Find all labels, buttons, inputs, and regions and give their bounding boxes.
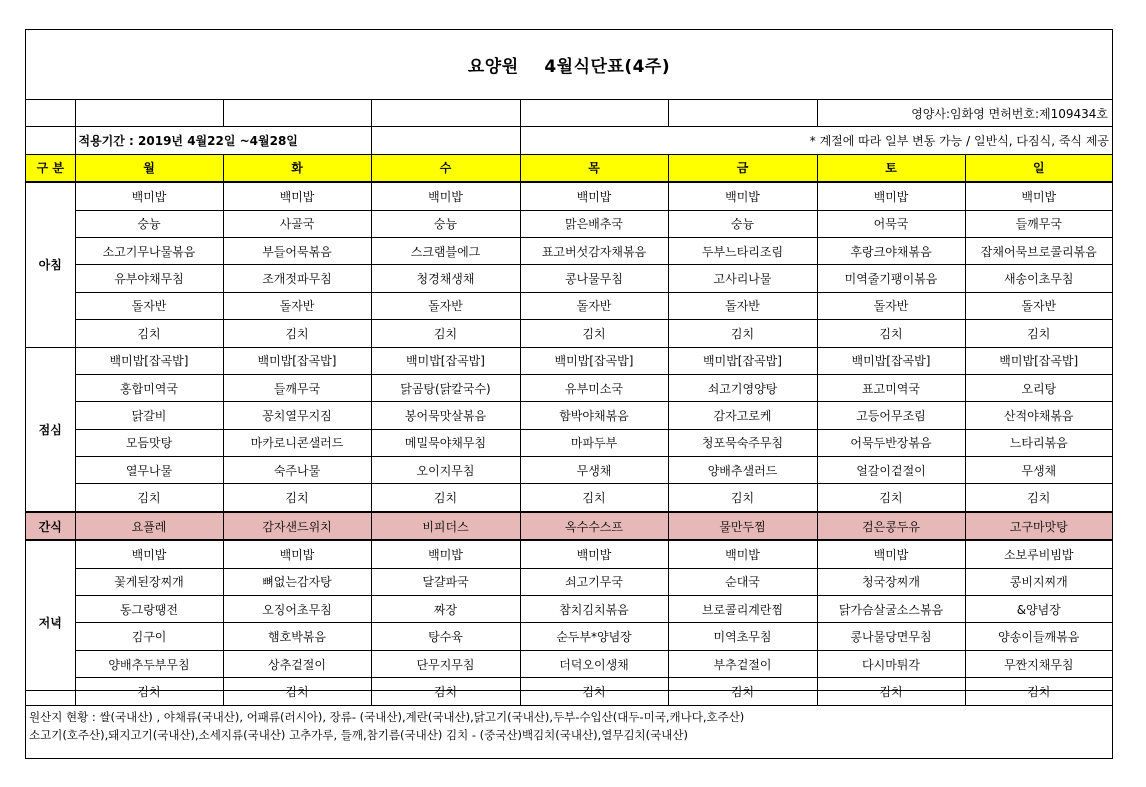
menu-cell: 김치	[668, 320, 817, 347]
menu-cell: 숙주나물	[223, 457, 371, 484]
dinner-row	[26, 540, 1112, 568]
title-row	[26, 30, 1112, 100]
menu-table	[26, 100, 1112, 706]
menu-cell: 백미밥	[965, 182, 1112, 210]
menu-cell: 돌자반	[817, 292, 965, 319]
lunch-row	[26, 429, 1112, 456]
menu-cell: 김구이	[75, 623, 223, 650]
menu-cell: 백미밥[잡곡밥]	[965, 347, 1112, 374]
breakfast-row	[26, 320, 1112, 347]
menu-cell: 백미밥	[75, 540, 223, 568]
snack-cell: 감자샌드위치	[223, 512, 371, 540]
menu-cell: 느타리볶음	[965, 429, 1112, 456]
lunch-row	[26, 347, 1112, 374]
menu-cell: 김치	[668, 484, 817, 512]
menu-cell: 숭늉	[668, 210, 817, 237]
notice-text: * 계절에 따라 일부 변동 가능 / 일반식, 다짐식, 죽식 제공	[520, 127, 1112, 154]
menu-cell: 백미밥[잡곡밥]	[75, 347, 223, 374]
menu-cell: 김치	[817, 484, 965, 512]
menu-cell: 백미밥	[75, 182, 223, 210]
menu-cell: 순두부*양념장	[520, 623, 668, 650]
menu-cell: 쇠고기영양탕	[668, 374, 817, 401]
nutritionist-info: 영양사:임화영 면허번호:제109434호	[817, 100, 1112, 127]
menu-cell: 새송이초무침	[965, 265, 1112, 292]
menu-cell: 김치	[223, 484, 371, 512]
menu-cell: 돌자반	[965, 292, 1112, 319]
menu-cell: 표고버섯감자채볶음	[520, 237, 668, 264]
menu-cell: 홍합미역국	[75, 374, 223, 401]
period-row	[26, 127, 1112, 154]
menu-cell: 청국장찌개	[817, 568, 965, 595]
dinner-label: 저녁	[26, 540, 75, 705]
menu-cell: 김치	[75, 320, 223, 347]
menu-cell: 상추겉절이	[223, 650, 371, 677]
menu-cell: 돌자반	[520, 292, 668, 319]
menu-cell: 김치	[668, 678, 817, 705]
menu-cell: 표고미역국	[817, 374, 965, 401]
menu-cell: 브로콜리계란찜	[668, 596, 817, 623]
menu-cell: 단무지무침	[371, 650, 520, 677]
menu-cell: 김치	[371, 484, 520, 512]
lunch-row	[26, 457, 1112, 484]
menu-cell: 닭곰탕(닭칼국수)	[371, 374, 520, 401]
menu-cell: 오이지무침	[371, 457, 520, 484]
origin-line-2: 소고기(호주산),돼지고기(국내산),소세지류(국내산) 고추가루, 들깨,참기름(국내산) 김치 - (중국산)백김치(국내산),열무김치(국내산)	[29, 728, 688, 742]
menu-cell: 백미밥[잡곡밥]	[371, 347, 520, 374]
menu-cell: 김치	[371, 678, 520, 705]
menu-cell: 함박야채볶음	[520, 402, 668, 429]
menu-cell: 돌자반	[668, 292, 817, 319]
menu-cell: 백미밥[잡곡밥]	[817, 347, 965, 374]
menu-cell: 청포묵숙주무침	[668, 429, 817, 456]
menu-cell: 김치	[75, 678, 223, 705]
menu-cell: 부추겉절이	[668, 650, 817, 677]
menu-cell: 동그랑땡전	[75, 596, 223, 623]
day-header-sun: 일	[965, 154, 1112, 182]
menu-cell: 쇠고기무국	[520, 568, 668, 595]
menu-cell: 김치	[223, 678, 371, 705]
menu-cell: 백미밥	[520, 540, 668, 568]
menu-cell: &양념장	[965, 596, 1112, 623]
menu-cell: 김치	[223, 320, 371, 347]
menu-cell: 뼈없는감자탕	[223, 568, 371, 595]
menu-cell: 백미밥	[668, 540, 817, 568]
menu-cell: 얼갈이겉절이	[817, 457, 965, 484]
menu-cell: 백미밥	[371, 540, 520, 568]
dinner-row	[26, 650, 1112, 677]
menu-cell: 청경채생채	[371, 265, 520, 292]
page-title: 요양원 4월식단표(4주)	[467, 57, 671, 77]
menu-cell: 백미밥	[817, 540, 965, 568]
menu-cell: 참치김치볶음	[520, 596, 668, 623]
menu-cell: 백미밥	[520, 182, 668, 210]
menu-cell: 백미밥	[223, 540, 371, 568]
menu-cell: 고등어무조림	[817, 402, 965, 429]
menu-cell: 산적야채볶음	[965, 402, 1112, 429]
menu-cell: 백미밥	[223, 182, 371, 210]
menu-cell: 닭갈비	[75, 402, 223, 429]
day-header-fri: 금	[668, 154, 817, 182]
menu-cell: 햄호박볶음	[223, 623, 371, 650]
menu-cell: 탕수육	[371, 623, 520, 650]
breakfast-row	[26, 210, 1112, 237]
menu-cell: 양배추두부무침	[75, 650, 223, 677]
breakfast-row	[26, 182, 1112, 210]
menu-cell: 백미밥	[371, 182, 520, 210]
menu-cell: 고사리나물	[668, 265, 817, 292]
menu-cell: 돌자반	[371, 292, 520, 319]
menu-cell: 무짠지채무침	[965, 650, 1112, 677]
menu-cell: 백미밥[잡곡밥]	[520, 347, 668, 374]
lunch-label: 점심	[26, 347, 75, 512]
lunch-row	[26, 484, 1112, 512]
breakfast-row	[26, 237, 1112, 264]
menu-cell: 무생채	[520, 457, 668, 484]
menu-cell: 짜장	[371, 596, 520, 623]
menu-cell: 양배추샐러드	[668, 457, 817, 484]
menu-cell: 마파두부	[520, 429, 668, 456]
origin-info	[26, 690, 1112, 758]
snack-cell: 고구마맛탕	[965, 512, 1112, 540]
day-header-thu: 목	[520, 154, 668, 182]
menu-cell: 양송이들깨볶음	[965, 623, 1112, 650]
menu-cell: 꽃게된장찌개	[75, 568, 223, 595]
period-label: 적용기간 : 2019년 4월22일 ~4월28일	[75, 127, 371, 154]
menu-cell: 김치	[520, 678, 668, 705]
menu-cell: 오징어초무침	[223, 596, 371, 623]
menu-cell: 김치	[75, 484, 223, 512]
menu-cell: 김치	[965, 320, 1112, 347]
menu-cell: 돌자반	[223, 292, 371, 319]
snack-cell: 검은콩두유	[817, 512, 965, 540]
menu-cell: 잡채어묵브로콜리볶음	[965, 237, 1112, 264]
day-header-wed: 수	[371, 154, 520, 182]
menu-cell: 봉어묵맛살볶음	[371, 402, 520, 429]
meal-plan-sheet	[25, 29, 1113, 759]
snack-row	[26, 512, 1112, 540]
menu-cell: 김치	[520, 484, 668, 512]
day-header-tue: 화	[223, 154, 371, 182]
menu-cell: 마카로니콘샐러드	[223, 429, 371, 456]
menu-cell: 사골국	[223, 210, 371, 237]
day-header-mon: 월	[75, 154, 223, 182]
menu-cell: 두부느타리조림	[668, 237, 817, 264]
breakfast-row	[26, 265, 1112, 292]
snack-cell: 비피더스	[371, 512, 520, 540]
dinner-row	[26, 623, 1112, 650]
snack-cell: 물만두찜	[668, 512, 817, 540]
snack-cell: 요플레	[75, 512, 223, 540]
dinner-row	[26, 596, 1112, 623]
menu-cell: 무생채	[965, 457, 1112, 484]
menu-cell: 들깨무국	[965, 210, 1112, 237]
lunch-row	[26, 374, 1112, 401]
menu-cell: 더덕오이생채	[520, 650, 668, 677]
menu-cell: 열무나물	[75, 457, 223, 484]
menu-cell: 달걀파국	[371, 568, 520, 595]
menu-cell: 순대국	[668, 568, 817, 595]
menu-cell: 콩나물당면무침	[817, 623, 965, 650]
menu-cell: 김치	[965, 678, 1112, 705]
menu-cell: 부들어묵볶음	[223, 237, 371, 264]
menu-cell: 콩비지찌개	[965, 568, 1112, 595]
menu-cell: 백미밥[잡곡밥]	[223, 347, 371, 374]
blank-row	[26, 100, 1112, 127]
menu-cell: 김치	[817, 678, 965, 705]
menu-cell: 김치	[965, 484, 1112, 512]
snack-label: 간식	[26, 512, 75, 540]
menu-cell: 미역줄기팽이볶음	[817, 265, 965, 292]
menu-cell: 조개젓파무침	[223, 265, 371, 292]
breakfast-label: 아침	[26, 182, 75, 347]
lunch-row	[26, 402, 1112, 429]
menu-cell: 소고기무나물볶음	[75, 237, 223, 264]
menu-cell: 콩나물무침	[520, 265, 668, 292]
menu-cell: 맑은배추국	[520, 210, 668, 237]
menu-cell: 감자고로케	[668, 402, 817, 429]
menu-cell: 백미밥	[817, 182, 965, 210]
menu-cell: 숭늉	[75, 210, 223, 237]
menu-cell: 숭늉	[371, 210, 520, 237]
menu-cell: 유부미소국	[520, 374, 668, 401]
menu-cell: 닭가슴살굴소스볶음	[817, 596, 965, 623]
menu-cell: 미역초무침	[668, 623, 817, 650]
menu-cell: 어묵국	[817, 210, 965, 237]
menu-cell: 후랑크야채볶음	[817, 237, 965, 264]
menu-cell: 백미밥[잡곡밥]	[668, 347, 817, 374]
menu-cell: 김치	[520, 320, 668, 347]
menu-cell: 스크램블에그	[371, 237, 520, 264]
day-header-row	[26, 154, 1112, 182]
menu-cell: 모듬맛탕	[75, 429, 223, 456]
menu-cell: 김치	[817, 320, 965, 347]
menu-cell: 오리탕	[965, 374, 1112, 401]
menu-cell: 어묵두반장볶음	[817, 429, 965, 456]
menu-cell: 백미밥	[668, 182, 817, 210]
origin-line-1: 원산지 현황 : 쌀(국내산) , 야채류(국내산), 어패류(러시아), 장류- (국내산),계란(국내산),닭고기(국내산),두부-수입산(대두-미국,캐나다,호주산)	[29, 710, 745, 724]
menu-cell: 들깨무국	[223, 374, 371, 401]
category-header: 구 분	[26, 154, 75, 182]
menu-cell: 꽁치열무지짐	[223, 402, 371, 429]
menu-cell: 유부야채무침	[75, 265, 223, 292]
menu-cell: 소보루비빔밥	[965, 540, 1112, 568]
menu-cell: 다시마튀각	[817, 650, 965, 677]
breakfast-row	[26, 292, 1112, 319]
menu-cell: 돌자반	[75, 292, 223, 319]
dinner-row	[26, 568, 1112, 595]
snack-cell: 옥수수스프	[520, 512, 668, 540]
menu-cell: 김치	[371, 320, 520, 347]
menu-cell: 메밀묵야채무침	[371, 429, 520, 456]
day-header-sat: 토	[817, 154, 965, 182]
